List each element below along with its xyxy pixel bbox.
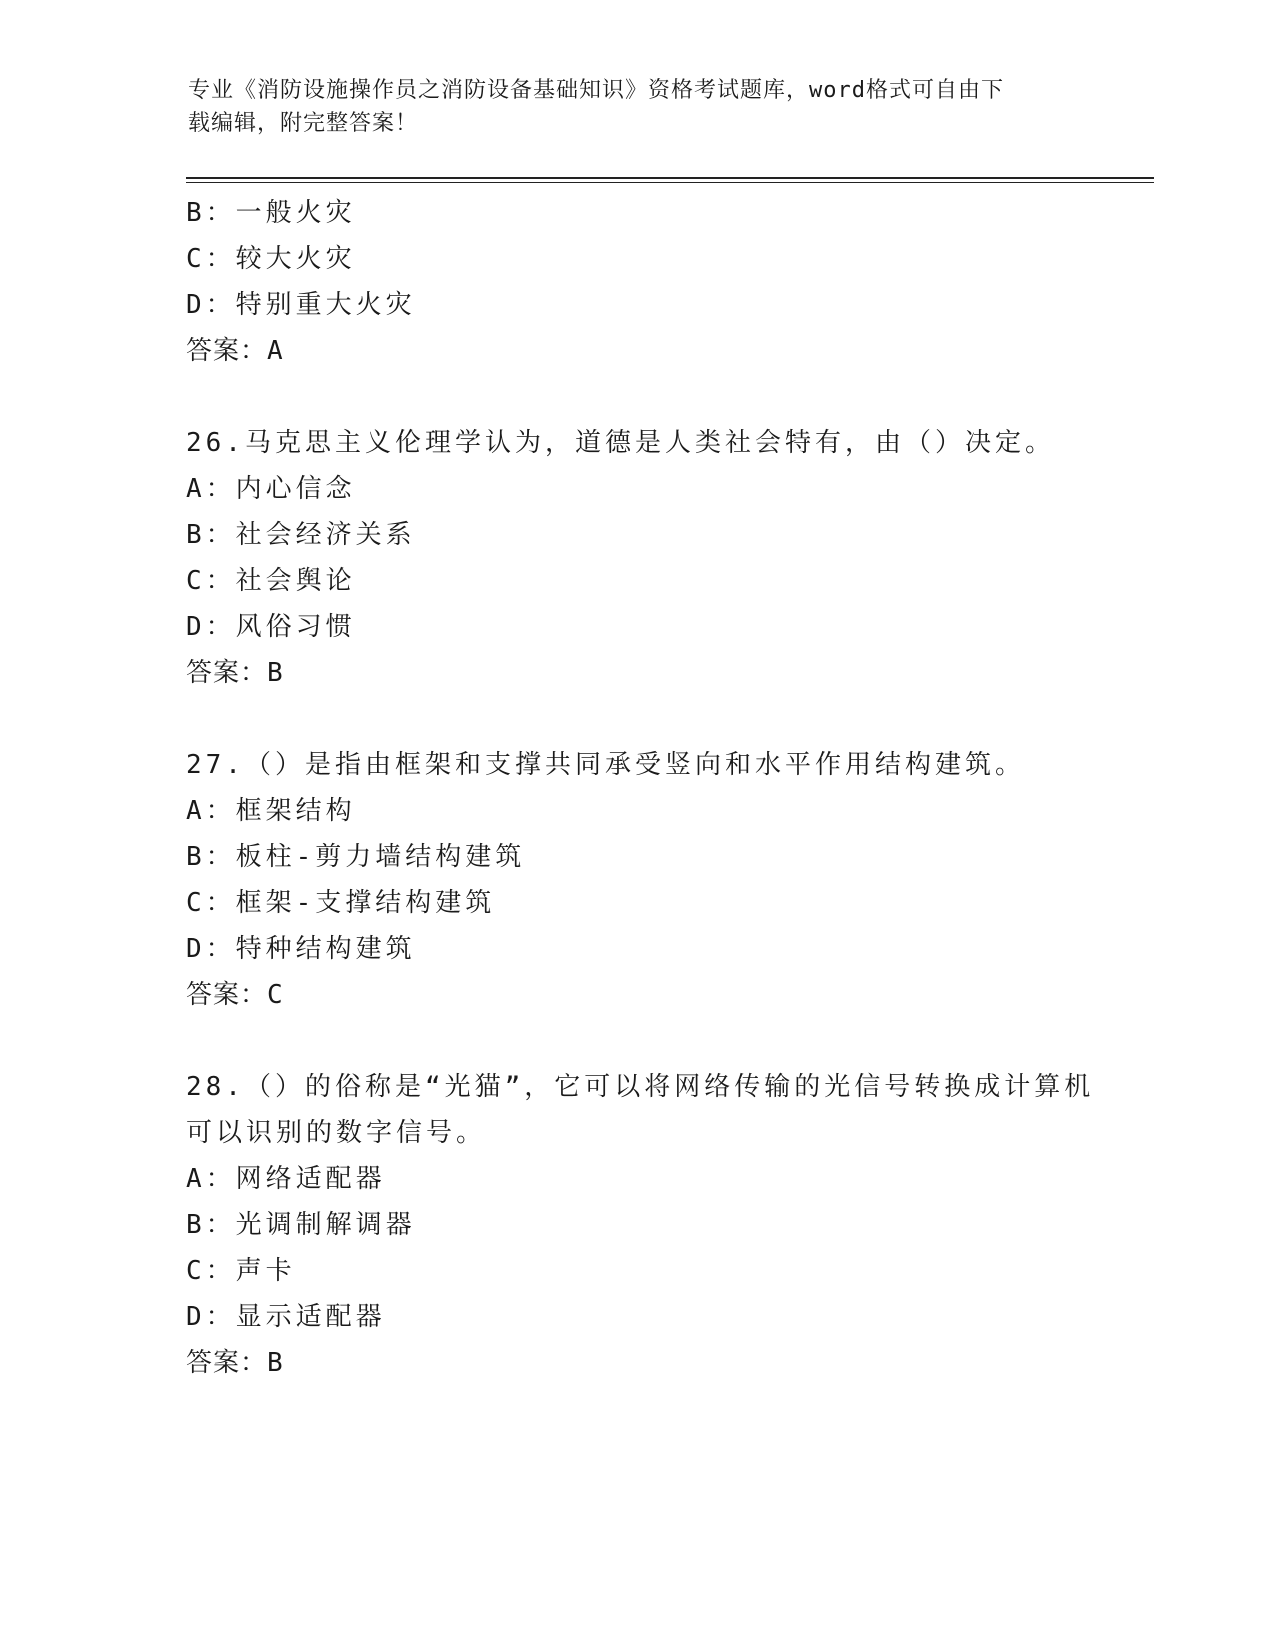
answer-line xyxy=(186,972,1086,1018)
question-27 xyxy=(186,742,1086,1018)
option: C：社会舆论 xyxy=(186,566,356,596)
document-header xyxy=(188,74,1068,140)
option: B：一般火灾 xyxy=(186,198,356,228)
answer-value: A xyxy=(267,336,284,366)
question-stem: 27.（）是指由框架和支撑共同承受竖向和水平作用结构建筑。 xyxy=(186,750,1025,780)
answer-line xyxy=(186,328,1086,374)
answer-value: B xyxy=(267,1348,284,1378)
option: C：较大火灾 xyxy=(186,244,356,274)
question-stem-line-2: 可以识别的数字信号。 xyxy=(186,1118,487,1148)
answer-value: C xyxy=(267,980,284,1010)
answer-line xyxy=(186,650,1086,696)
option: A：内心信念 xyxy=(186,474,356,504)
question-26 xyxy=(186,420,1086,696)
option: C：框架-支撑结构建筑 xyxy=(186,888,496,918)
option: B：板柱-剪力墙结构建筑 xyxy=(186,842,526,872)
question-stem: 26.马克思主义伦理学认为，道德是人类社会特有，由（）决定。 xyxy=(186,428,1055,458)
option: B：社会经济关系 xyxy=(186,520,416,550)
header-divider-thin xyxy=(186,182,1154,183)
answer-label: 答案： xyxy=(186,658,268,688)
answer-label: 答案： xyxy=(186,336,268,366)
option: A：框架结构 xyxy=(186,796,356,826)
answer-value: B xyxy=(267,658,284,688)
answer-label: 答案： xyxy=(186,980,268,1010)
option: B：光调制解调器 xyxy=(186,1210,416,1240)
option: A：网络适配器 xyxy=(186,1164,386,1194)
header-line-2: 载编辑，附完整答案！ xyxy=(188,111,419,136)
answer-label: 答案： xyxy=(186,1348,268,1378)
question-stem-line-1: 28.（）的俗称是“光猫”，它可以将网络传输的光信号转换成计算机 xyxy=(186,1072,1095,1102)
question-list xyxy=(186,190,1095,1386)
option: D：特种结构建筑 xyxy=(186,934,416,964)
header-line-1: 专业《消防设施操作员之消防设备基础知识》资格考试题库，word格式可自由下 xyxy=(188,78,1004,103)
header-divider-thick xyxy=(186,177,1154,179)
option: D：特别重大火灾 xyxy=(186,290,416,320)
question-25-continuation xyxy=(186,190,1086,374)
question-28 xyxy=(186,1064,1095,1386)
option: D：显示适配器 xyxy=(186,1302,386,1332)
answer-line xyxy=(186,1340,1086,1386)
option: C：声卡 xyxy=(186,1256,296,1286)
option: D：风俗习惯 xyxy=(186,612,356,642)
